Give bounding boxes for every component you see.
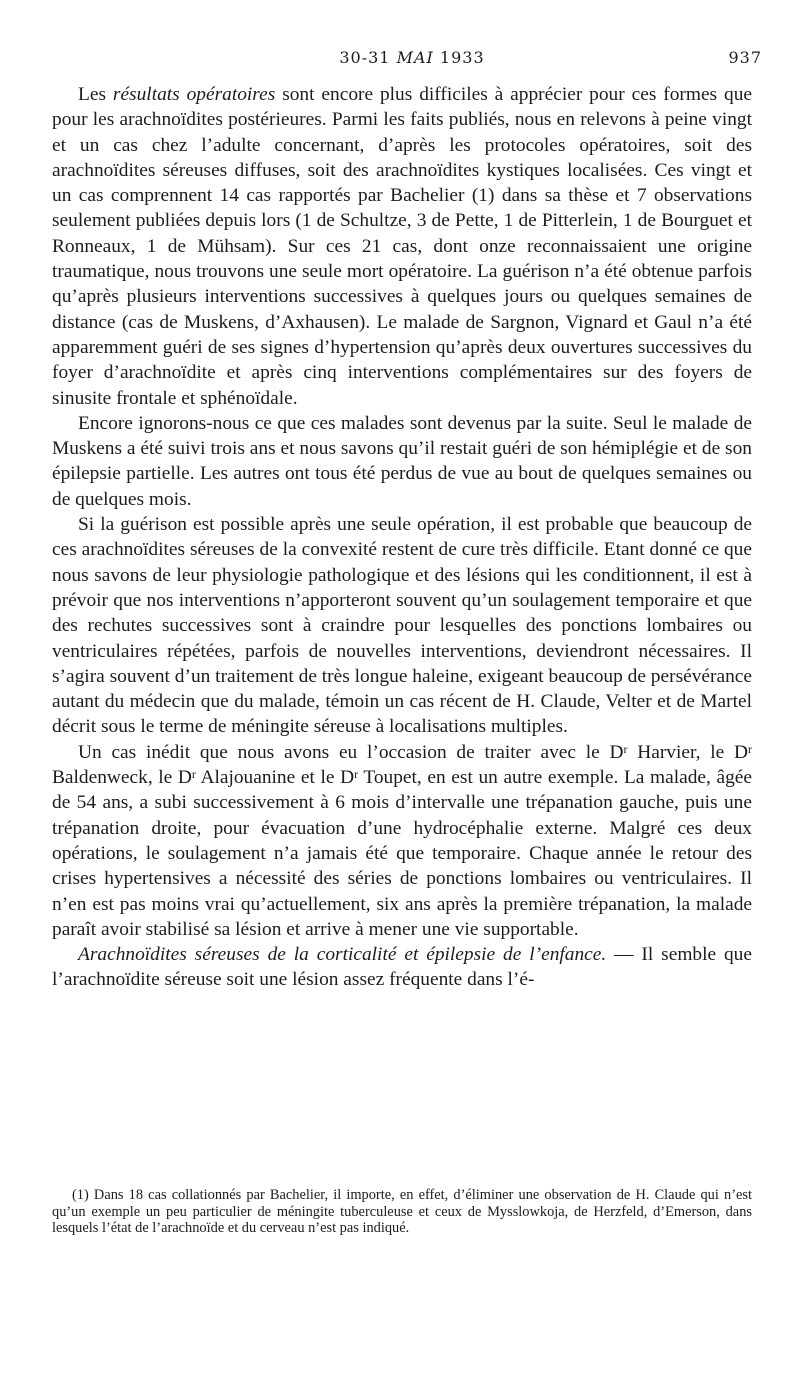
footnote: (1) Dans 18 cas collationnés par Bachelier, il importe, en effet, d’éliminer une observation de H. Claude qui n’est qu’un exemple un peu particulier de méningite tuberculeuse et ceux de Mysslowkoja, de Herzfeld, d’Emerson, dans lesquels l’état de l’arachnoïde et du cerveau n’est pas indiqué. <box>52 1187 752 1236</box>
section-heading: Arachnoïdites séreuses de la corticalité et épilepsie de l’enfance. <box>78 944 607 966</box>
paragraph: Les résultats opératoires sont encore plus difficiles à apprécier pour ces formes que pour les arachnoïdites postérieures. Parmi les faits publiés, nous en relevons à peine vingt et un cas chez l’adulte concernant, d’après les protocoles opératoires, soit des arachnoïdites séreuses diffuses, soit des arachnoïdites kystiques localisées. Ces vingt et un cas comprennent 14 cas rapportés par Bachelier (1) dans sa thèse et 7 observations seulement publiées depuis lors (1 de Schultze, 3 de Pette, 1 de Pitterlein, 1 de Bourguet et Ronneaux, 1 de Mühsam). Sur ces 21 cas, dont onze reconnaissaient une origine traumatique, nous trouvons une seule mort opératoire. La guérison n’a été obtenue parfois qu’après plusieurs interventions successives à quelques jours ou quelques semaines de distance (cas de Muskens, d’Axhausen). Le malade de Sargnon, Vignard et Gaul n’a été apparemment guéri de ses signes d’hypertension qu’après deux ouvertures successives du foyer d’arachnoïdite et après cinq interventions complémentaires sur des foyers de sinusite frontale et sphénoïdale. <box>52 84 752 409</box>
footnotes <box>52 1187 752 1237</box>
italic-phrase: résultats opératoires <box>112 84 276 105</box>
paragraph: Encore ignorons-nous ce que ces malades sont devenus par la suite. Seul le malade de Muskens a été suivi trois ans et nous savons qu’il restait guéri de son hémiplégie et de son épilepsie partielle. Les autres ont tous été perdus de vue au bout de quelques semaines ou de quelques mois. <box>52 412 752 510</box>
page-number: 937 <box>728 48 762 67</box>
header-days: 30-31 <box>339 48 391 67</box>
paragraph: Un cas inédit que nous avons eu l’occasion de traiter avec le $D^r$ Harvier, le $D^r$ Baldenweck, le $D^r$ Alajouanine et le $D^r$ Toupet, en est un autre exemple. La malade, âgée de 54 ans, a subi successivement à 6 mois d’intervalle une trépanation gauche, puis une trépanation droite, pour évacuation d’une hydrocéphalie externe. Malgré ces deux opérations, le soulagement n’a jamais été que temporaire. Chaque année le retour des crises hypertensives a nécessité des séries de ponctions lombaires ou ventriculaires. Il n’en est pas moins vrai qu’actuellement, six ans après la première trépanation, la malade paraît avoir stabilisé sa lésion et arrive à mener une vie supportable. <box>52 741 752 940</box>
paragraph: Si la guérison est possible après une seule opération, il est probable que beaucoup de ces arachnoïdites séreuses de la convexité restent de cure très difficile. Etant donné ce que nous savons de leur physiologie pathologique et des lésions qui les conditionnent, il est à prévoir que nos interventions n’apporteront souvent qu’un soulagement temporaire et que des rechutes successives sont à craindre pour lesquelles des ponctions lombaires ou ventriculaires répétées, parfois de nouvelles interventions, deviendront nécessaires. Il s’agira souvent d’un traitement de très longue haleine, exigeant beaucoup de persévérance autant du médecin que du malade, témoin un cas récent de H. Claude, Velter et de Martel décrit sous le terme de méningite séreuse à localisations multiples. <box>52 514 752 738</box>
running-header <box>62 48 762 72</box>
header-year: 1933 <box>439 48 485 67</box>
header-month: MAI <box>396 48 434 67</box>
paragraph: Arachnoïdites séreuses de la corticalité et épilepsie de l’enfance. — Il semble que l’arachnoïdite séreuse soit une lésion assez fréquente dans l’é- <box>52 944 752 991</box>
header-date <box>62 48 762 67</box>
body-text <box>52 82 752 993</box>
